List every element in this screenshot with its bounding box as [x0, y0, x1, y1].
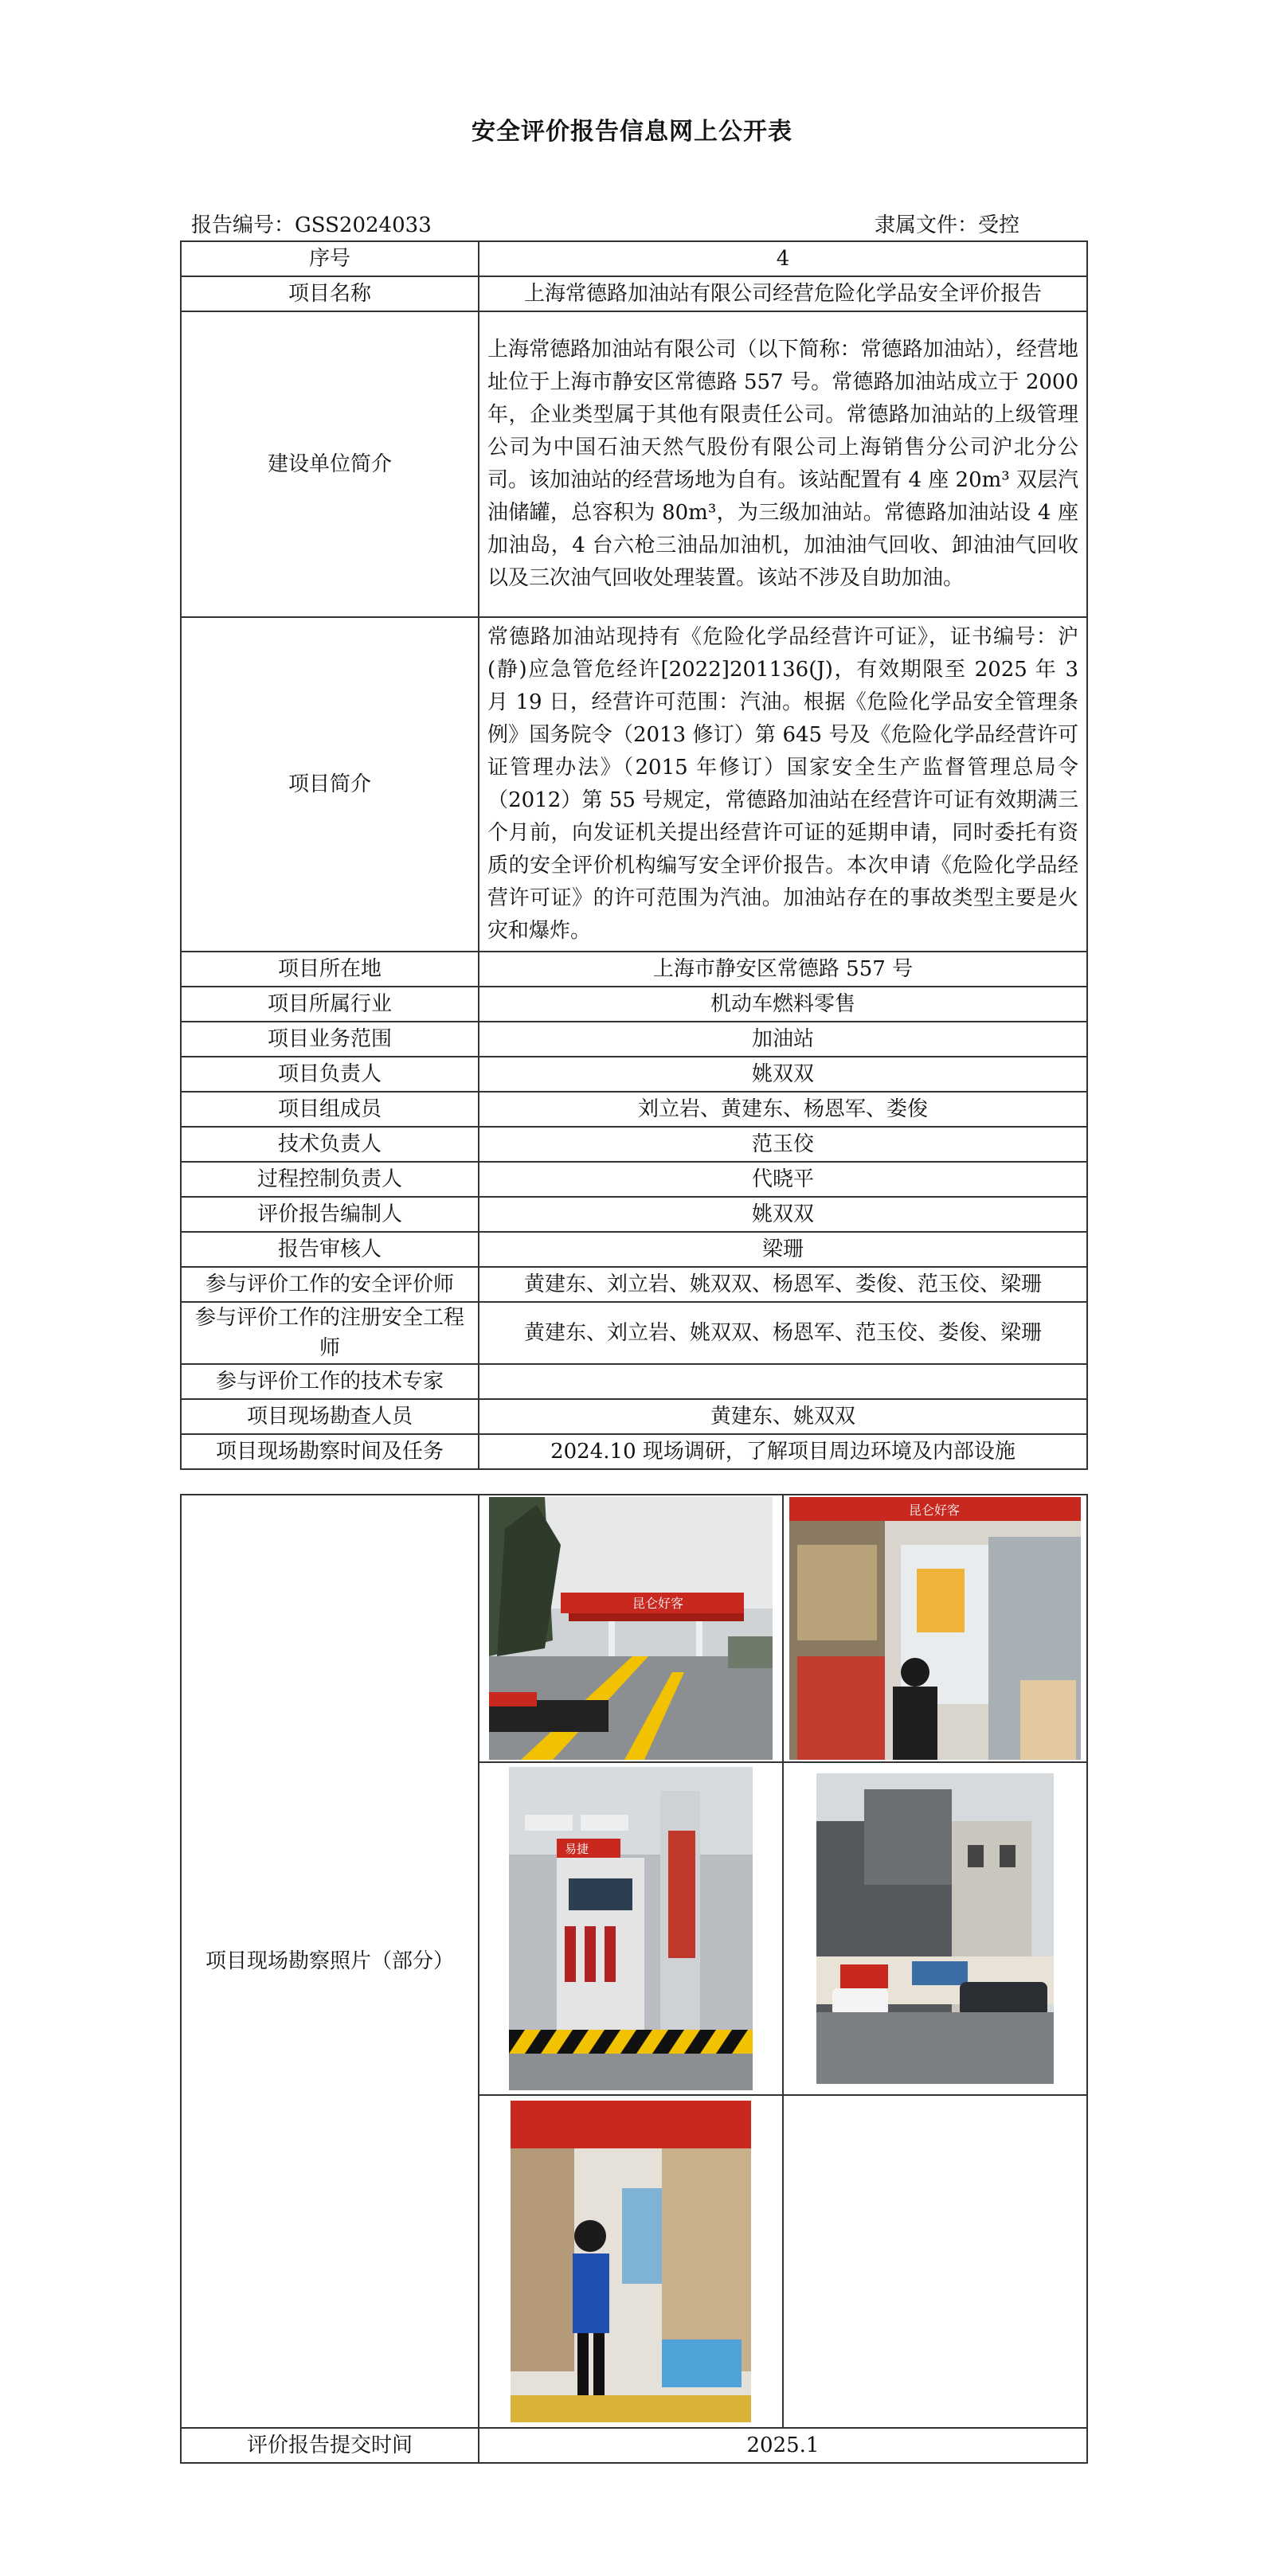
- row-value: 刘立岩、黄建东、杨恩军、娄俊: [479, 1092, 1087, 1127]
- table-row: [181, 1127, 1087, 1162]
- row-label: 参与评价工作的安全评价师: [181, 1267, 479, 1302]
- document-title: 安全评价报告信息网上公开表: [472, 118, 792, 146]
- row-value: 姚双双: [479, 1197, 1087, 1232]
- row-label: 项目所在地: [181, 952, 479, 987]
- row-value: 姚双双: [479, 1057, 1087, 1092]
- row-label: 技术负责人: [181, 1127, 479, 1162]
- row-value: 2025.1: [479, 2428, 1087, 2463]
- street-view-photo: [816, 1773, 1054, 2084]
- row-label: 建设单位简介: [181, 311, 479, 617]
- table-row: [181, 241, 1087, 276]
- table-row: [181, 311, 1087, 617]
- table-row: [181, 1232, 1087, 1267]
- table-row: [181, 2428, 1087, 2463]
- table-row: [181, 1364, 1087, 1399]
- row-value: 黄建东、刘立岩、姚双双、杨恩军、范玉佼、娄俊、梁珊: [479, 1302, 1087, 1364]
- row-label: 评价报告编制人: [181, 1197, 479, 1232]
- table-row: [181, 617, 1087, 952]
- row-label: 项目名称: [181, 276, 479, 311]
- row-value: 代晓平: [479, 1162, 1087, 1197]
- table-row: [181, 1162, 1087, 1197]
- row-value: 机动车燃料零售: [479, 987, 1087, 1022]
- table-row: [181, 1302, 1087, 1364]
- photo-cell: [479, 1495, 783, 1762]
- row-label: 项目所属行业: [181, 987, 479, 1022]
- photo-cell: [479, 2095, 783, 2428]
- table-row: [181, 1434, 1087, 1469]
- table-row: [181, 1197, 1087, 1232]
- row-label: 参与评价工作的技术专家: [181, 1364, 479, 1399]
- table-row: [181, 1495, 1087, 1762]
- row-value: 4: [479, 241, 1087, 276]
- shop-sign-text: 昆仑好客: [909, 1503, 961, 1518]
- table-row: [181, 952, 1087, 987]
- table-row: [181, 1057, 1087, 1092]
- row-label: 项目简介: [181, 617, 479, 952]
- row-label: 评价报告提交时间: [181, 2428, 479, 2463]
- canopy-sign-text: 昆仑好客: [632, 1596, 684, 1611]
- table-row: [181, 1022, 1087, 1057]
- document-status: 隶属文件：受控: [875, 213, 1020, 237]
- row-value: 加油站: [479, 1022, 1087, 1057]
- convenience-store-photo: [789, 1497, 1081, 1760]
- row-label: 项目现场勘察时间及任务: [181, 1434, 479, 1469]
- row-value: 常德路加油站现持有《危险化学品经营许可证》，证书编号：沪(静)应急管危经许[2022]201136(J)，有效期限至 2025 年 3 月 19 日，经营许可范围：汽油。根据《危险化学品安全管理条例》国务院令（2013 修订）第 645 号及《危险化学品经营许可证管理办法》（2015 年修订）国家安全生产监督管理总局令（2012）第 55 号规定，常德路加油站在经营许可证有效期满三个月前，向发证机关提出经营许可证的延期申请，同时委托有资质的安全评价机构编写安全评价报告。本次申请《危险化学品经营许可证》的许可范围为汽油。加油站存在的事故类型主要是火灾和爆炸。: [479, 617, 1087, 952]
- photo-cell: [479, 1762, 783, 2095]
- row-label: 项目业务范围: [181, 1022, 479, 1057]
- photo-section-label: 项目现场勘察照片（部分）: [181, 1495, 479, 2428]
- empty-photo-cell: [783, 2095, 1087, 2428]
- report-number: 报告编号：GSS2024033: [191, 213, 432, 237]
- photo-cell: [783, 1495, 1087, 1762]
- row-value: 上海常德路加油站有限公司（以下简称：常德路加油站），经营地址位于上海市静安区常德路 557 号。常德路加油站成立于 2000 年，企业类型属于其他有限责任公司。常德路加油站的上级管理公司为中国石油天然气股份有限公司上海销售分公司沪北分公司。该加油站的经营场地为自有。该站配置有 4 座 20m³ 双层汽油储罐，总容积为 80m³，为三级加油站。常德路加油站设 4 座加油岛，4 台六枪三油品加油机，加油油气回收、卸油油气回收以及三次油气回收处理装置。该站不涉及自助加油。: [479, 311, 1087, 617]
- row-value: 梁珊: [479, 1232, 1087, 1267]
- info-table: [180, 240, 1088, 1470]
- row-label: 项目负责人: [181, 1057, 479, 1092]
- row-value: 范玉佼: [479, 1127, 1087, 1162]
- row-value: [479, 1364, 1087, 1399]
- table-row: [181, 987, 1087, 1022]
- row-value: 上海市静安区常德路 557 号: [479, 952, 1087, 987]
- row-label: 报告审核人: [181, 1232, 479, 1267]
- row-label: 项目现场勘查人员: [181, 1399, 479, 1434]
- photo-table: [180, 1494, 1088, 2464]
- pump-sign-text: 易捷: [565, 1842, 589, 1856]
- row-value: 2024.10 现场调研，了解项目周边环境及内部设施: [479, 1434, 1087, 1469]
- table-row: [181, 1399, 1087, 1434]
- row-value: 黄建东、姚双双: [479, 1399, 1087, 1434]
- row-label: 过程控制负责人: [181, 1162, 479, 1197]
- photo-cell: [783, 1762, 1087, 2095]
- fuel-dispenser-photo: [509, 1767, 753, 2090]
- row-label: 参与评价工作的注册安全工程师: [181, 1302, 479, 1364]
- row-label: 序号: [181, 241, 479, 276]
- staff-at-store-photo: [511, 2101, 751, 2422]
- row-value: 上海常德路加油站有限公司经营危险化学品安全评价报告: [479, 276, 1087, 311]
- table-row: [181, 1092, 1087, 1127]
- table-row: [181, 276, 1087, 311]
- gas-station-canopy-photo: [489, 1497, 773, 1760]
- row-label: 项目组成员: [181, 1092, 479, 1127]
- table-row: [181, 1267, 1087, 1302]
- row-value: 黄建东、刘立岩、姚双双、杨恩军、娄俊、范玉佼、梁珊: [479, 1267, 1087, 1302]
